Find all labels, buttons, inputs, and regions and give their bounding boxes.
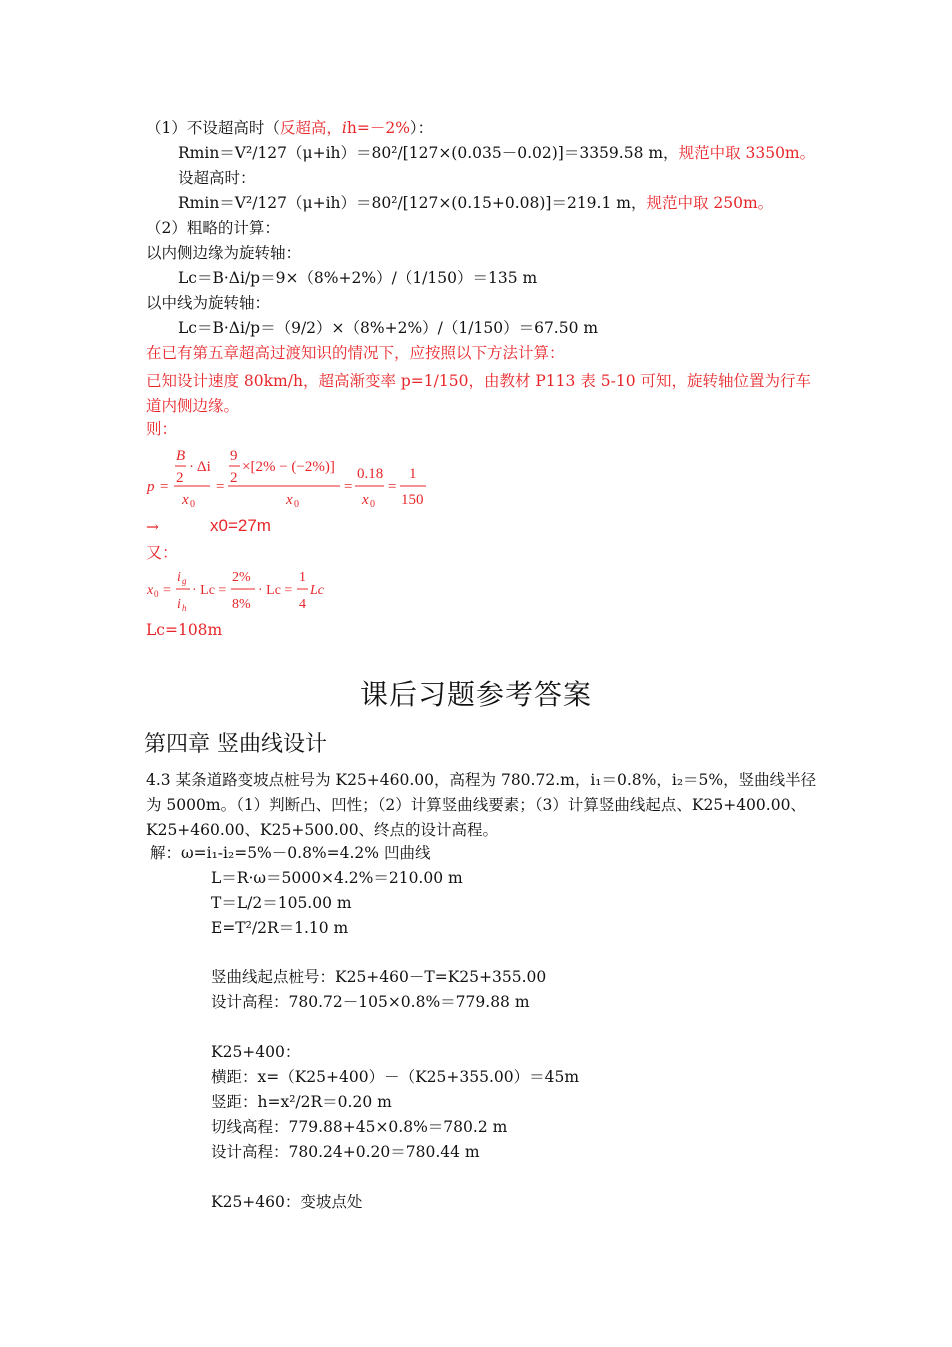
formula2-lc-1: · Lc = <box>192 583 227 598</box>
formula2-2pct: 2% <box>232 570 251 585</box>
sol-design-elevation: 设计高程：780.24+0.20＝780.44 m <box>211 1143 480 1161</box>
line-x0-result: x0=27m <box>210 516 271 535</box>
sol-L: L＝R·ω＝5000×4.2%＝210.00 m <box>211 869 463 887</box>
sol-horizontal-distance: 横距：x=（K25+400）－（K25+355.00）＝45m <box>211 1068 580 1086</box>
sol-start-elevation: 设计高程：780.72－105×0.8%＝779.88 m <box>211 993 530 1011</box>
sol-omega: 解：ω=i₁-i₂=5%－0.8%=4.2% 凹曲线 <box>150 844 431 862</box>
formula-x-3: x <box>362 492 369 508</box>
formula-eq-2: = <box>216 479 225 495</box>
sol-tangent-elevation: 切线高程：779.88+45×0.8%＝780.2 m <box>211 1118 508 1136</box>
formula-sub0-2: 0 <box>294 499 299 510</box>
line-red-note-1: 在已有第五章超高过渡知识的情况下，应按照以下方法计算： <box>146 344 565 362</box>
sol-vertical-distance: 竖距：h=x²/2R＝0.20 m <box>211 1093 392 1111</box>
line-lc-center: Lc＝B·Δi/p＝（9/2）×（8%+2%）/（1/150）＝67.50 m <box>178 319 599 337</box>
line-also: 又： <box>146 543 179 562</box>
formula-bracket: ×[2% − (−2%)] <box>242 459 335 475</box>
formula-two-2: 2 <box>230 470 238 486</box>
line-red-note-2: 已知设计速度 80km/h，超高渐变率 p=1/150，由教材 P113 表 5-10 可知，旋转轴位置为行车道内侧边缘。 <box>146 372 811 415</box>
formula2-g: g <box>182 576 187 586</box>
sol-k25460: K25+460：变坡点处 <box>211 1193 363 1211</box>
line-lc-result: Lc=108m <box>146 621 223 639</box>
formula2-ig: i <box>177 570 181 585</box>
formula-gradient-rate <box>144 442 444 512</box>
formula-x-2: x <box>286 492 293 508</box>
formula2-8pct: 8% <box>232 597 251 612</box>
formula-dot-delta-i: · Δi <box>189 459 211 475</box>
formula-nine: 9 <box>230 448 238 464</box>
line-rmin-1: Rmin＝V²/127（μ+ih）＝80²/[127×(0.035－0.02)]＝3359.58 m，规范中取 3350m。 <box>178 144 816 162</box>
formula-two-1: 2 <box>176 470 184 486</box>
formula-018: 0.18 <box>357 466 384 482</box>
formula-eq-4: = <box>388 479 397 495</box>
formula2-h: h <box>182 603 187 613</box>
formula2-lc-2: · Lc = <box>258 583 293 598</box>
formula-150: 150 <box>401 492 424 508</box>
line-with-superelevation: 设超高时： <box>178 169 256 187</box>
formula2-eq-1: = <box>163 583 171 598</box>
problem-statement: 4.3 某条道路变坡点桩号为 K25+460.00，高程为 780.72.m，i₁＝0.8%，i₂＝5%，竖曲线半径为 5000m。（1）判断凸、凹性；（2）计算竖曲线要素；（3）计算竖曲线起点、K25+400.00、K25+460.00、K25+500.00、终点的设计高程。 <box>146 771 817 839</box>
sol-start-station: 竖曲线起点桩号：K25+460－T=K25+355.00 <box>211 968 547 986</box>
formula-x0-lc <box>144 566 344 616</box>
formula2-lc-3: Lc <box>310 583 324 598</box>
formula-one: 1 <box>409 466 417 482</box>
formula-x-1: x <box>182 492 189 508</box>
formula-eq-1: = <box>160 479 169 495</box>
formula-B: B <box>176 448 186 464</box>
chapter-title: 第四章 竖曲线设计 <box>144 732 327 757</box>
formula2-four: 4 <box>299 597 306 612</box>
formula2-sub0: 0 <box>154 589 159 599</box>
formula-eq-3: = <box>344 479 353 495</box>
line-lc-inner: Lc＝B·Δi/p＝9×（8%+2%）/（1/150）＝135 m <box>178 269 538 287</box>
line-rmin-2: Rmin＝V²/127（μ+ih）＝80²/[127×(0.15+0.08)]＝219.1 m，规范中取 250m。 <box>178 194 774 212</box>
line-no-superelevation: （1）不设超高时（反超高，ih=－2%）： <box>146 119 434 137</box>
page-title: 课后习题参考答案 <box>359 678 592 711</box>
line-rough-calc: （2）粗略的计算： <box>146 219 280 237</box>
sol-E: E=T²/2R＝1.10 m <box>211 919 349 937</box>
formula-sub0-1: 0 <box>190 499 195 510</box>
formula2-ih: i <box>177 597 181 612</box>
line-red-then: 则： <box>146 420 178 438</box>
formula2-x: x <box>147 583 154 598</box>
line-inner-edge-axis: 以内侧边缘为旋转轴： <box>146 244 302 262</box>
line-centerline-axis: 以中线为旋转轴： <box>146 294 271 312</box>
formula-p: p <box>147 479 155 495</box>
formula-sub0-3: 0 <box>370 499 375 510</box>
formula2-one: 1 <box>299 570 306 585</box>
sol-k25400: K25+400： <box>211 1043 301 1061</box>
line-arrow: → <box>146 518 159 536</box>
sol-T: T＝L/2＝105.00 m <box>211 894 352 912</box>
